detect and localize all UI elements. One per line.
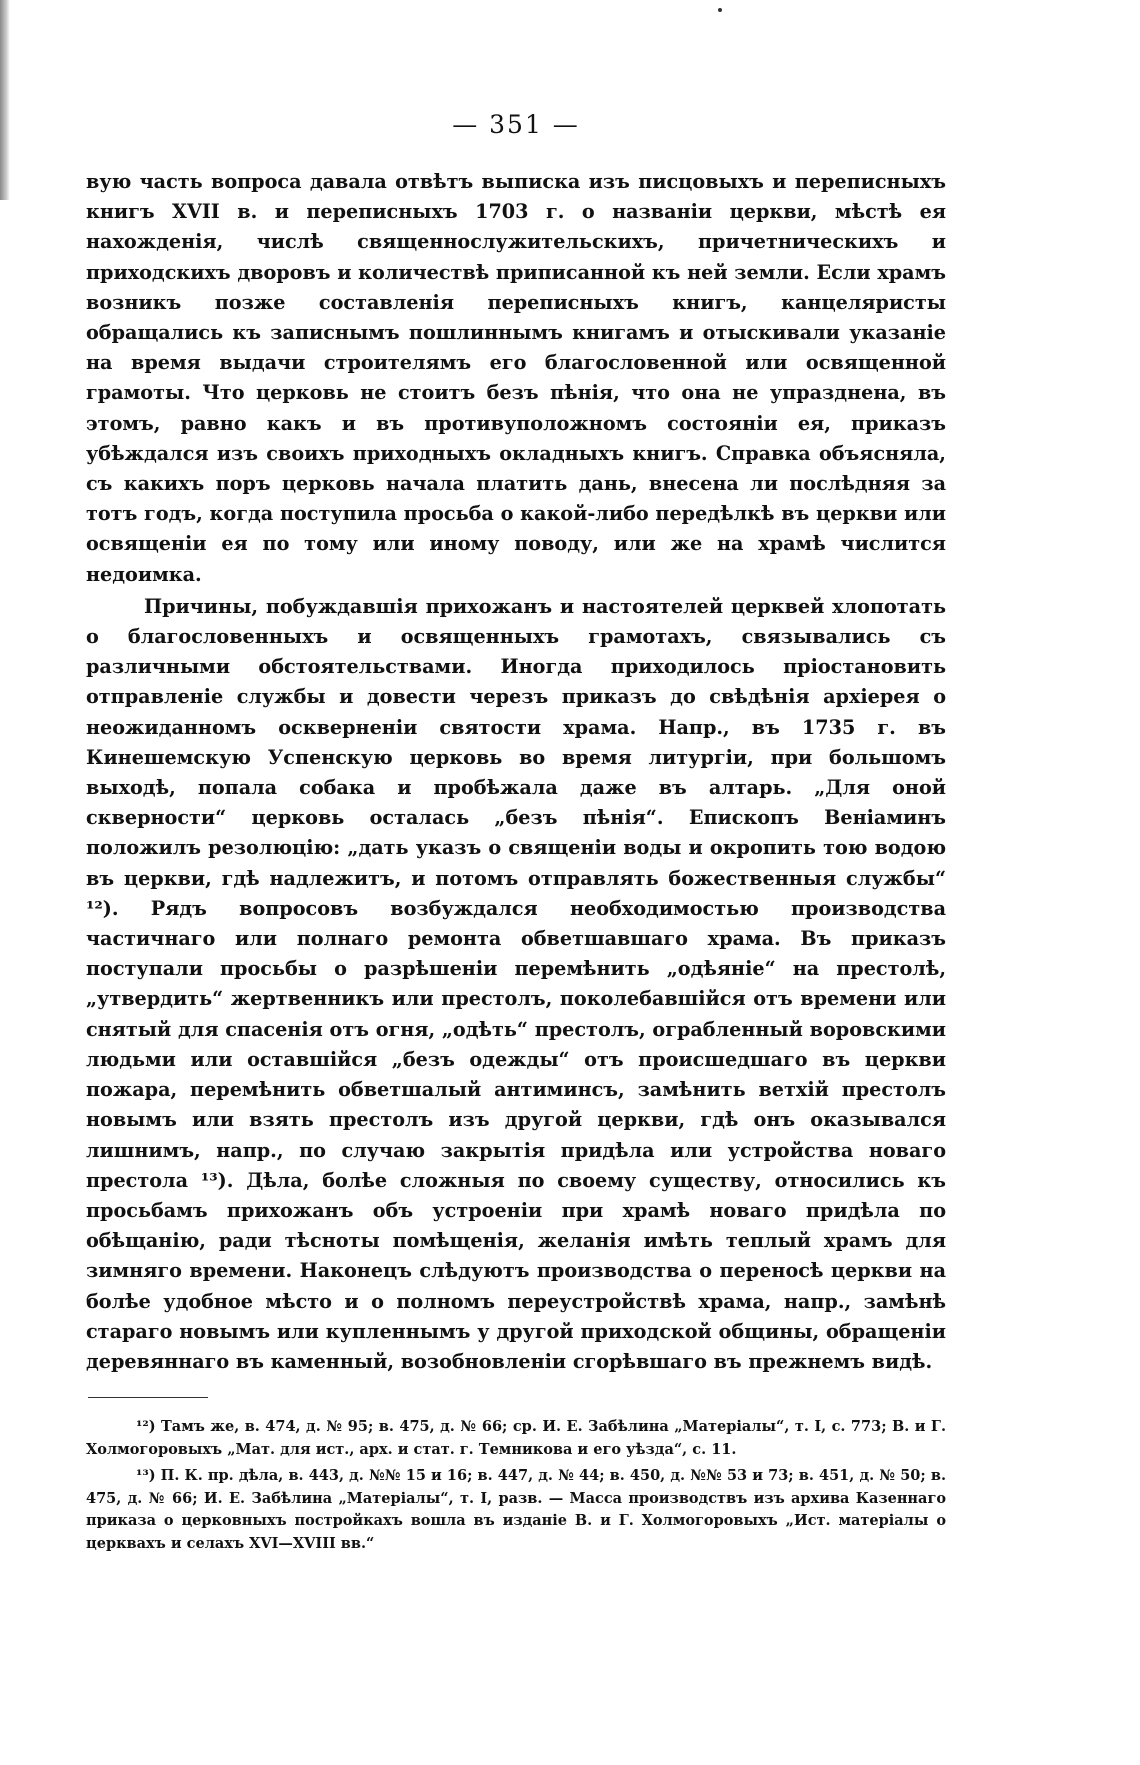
footnote-12: ¹²) Тамъ же, в. 474, д. № 95; в. 475, д. № 66; ср. И. Е. Забѣлина „Матеріалы“, т. I, с. 773; В. и Г. Холмогоровыхъ „Мат. для ист., арх. и стат. г. Темникова и его уѣзда“, с. 11. [86,1418,946,1458]
scan-binding-shadow [0,0,10,200]
paragraph-causes: Причины, побуждавшія прихожанъ и настоятелей церквей хлопотать о благословенныхъ и освященныхъ грамотахъ, связывались съ различными обстоятельствами. Иногда приходилось пріостановить отправленіе службы и довести черезъ приказъ до свѣдѣнія архіерея о неожиданномъ оскверненіи святости храма. Напр., въ 1735 г. въ Кинешемскую Успенскую церковь во время литургіи, при большомъ выходѣ, попала собака и пробѣжала даже въ алтарь. „Для оной скверности“ церковь осталась „безъ пѣнія“. Епископъ Веніаминъ положилъ резолюцію: „дать указъ о священіи воды и окропить тою водою въ церкви, гдѣ надлежитъ, и потомъ отправлять божественныя службы“ ¹²). Рядъ вопросовъ возбуждался необходимостью производства частичнаго или полнаго ремонта обветшавшаго храма. Въ приказъ поступали просьбы о разрѣшеніи перемѣнить „одѣяніе“ на престолѣ, „утвердить“ жертвенникъ или престолъ, поколебавшійся отъ времени или снятый для спасенія отъ огня, „одѣть“ престолъ, ограбленный воровскими людьми или оставшійся „безъ одежды“ отъ происшедшаго въ церкви пожара, перемѣнить обветшалый антиминсъ, замѣнить ветхій престолъ новымъ или взять престолъ изъ другой церкви, гдѣ онъ оказывался лишнимъ, напр., по случаю закрытія придѣла или устройства новаго престола ¹³). Дѣла, болѣе сложныя по своему существу, относились къ просьбамъ прихожанъ объ устроеніи при храмѣ новаго придѣла по обѣщанію, ради тѣсноты помѣщенія, желанія имѣть теплый храмъ для зимняго времени. Наконецъ слѣдуютъ производства о переносѣ церкви на болѣе удобное мѣсто и о полномъ переустройствѣ храма, напр., замѣнѣ стараго новымъ или купленнымъ у другой приходской общины, обращеніи деревяннаго въ каменный, возобновленіи сгорѣвшаго въ прежнемъ видѣ. [86,594,946,1373]
scan-speck [718,8,722,12]
book-page [86,110,946,1555]
footnote-13: ¹³) П. К. пр. дѣла, в. 443, д. №№ 15 и 16; в. 447, д. № 44; в. 450, д. №№ 53 и 73; в. 451, д. № 50; в. 475, д. № 66; И. Е. Забѣлина „Матеріалы“, т. I, разв. — Масса производствъ изъ архива Казеннаго приказа о церковныхъ постройкахъ вошла въ изданіе В. и Г. Холмогоровыхъ „Ист. матеріалы о церквахъ и селахъ XVI—XVIII вв.“ [86,1467,946,1552]
paragraph-continuation: вую часть вопроса давала отвѣтъ выписка изъ писцовыхъ и переписныхъ книгъ XVII в. и переписныхъ 1703 г. о названіи церкви, мѣстѣ ея нахожденія, числѣ священнослужительскихъ, причетническихъ и приходскихъ дворовъ и количествѣ приписанной къ ней земли. Если храмъ возникъ позже составленія переписныхъ книгъ, канцеляристы обращались къ записнымъ пошлиннымъ книгамъ и отыскивали указаніе на время выдачи строителямъ его благословенной или освященной грамоты. Что церковь не стоитъ безъ пѣнія, что она не упразднена, въ этомъ, равно какъ и въ противуположномъ состояніи ея, приказъ убѣждался изъ своихъ приходныхъ окладныхъ книгъ. Справка объясняла, съ какихъ поръ церковь начала платить дань, внесена ли послѣдняя за тотъ годъ, когда поступила просьба о какой-либо передѣлкѣ въ церкви или освященіи ея по тому или иному поводу, или же на храмѣ числится недоимка. [86,170,946,586]
footnote-divider [88,1397,208,1398]
page-number: — 351 — [452,110,580,139]
